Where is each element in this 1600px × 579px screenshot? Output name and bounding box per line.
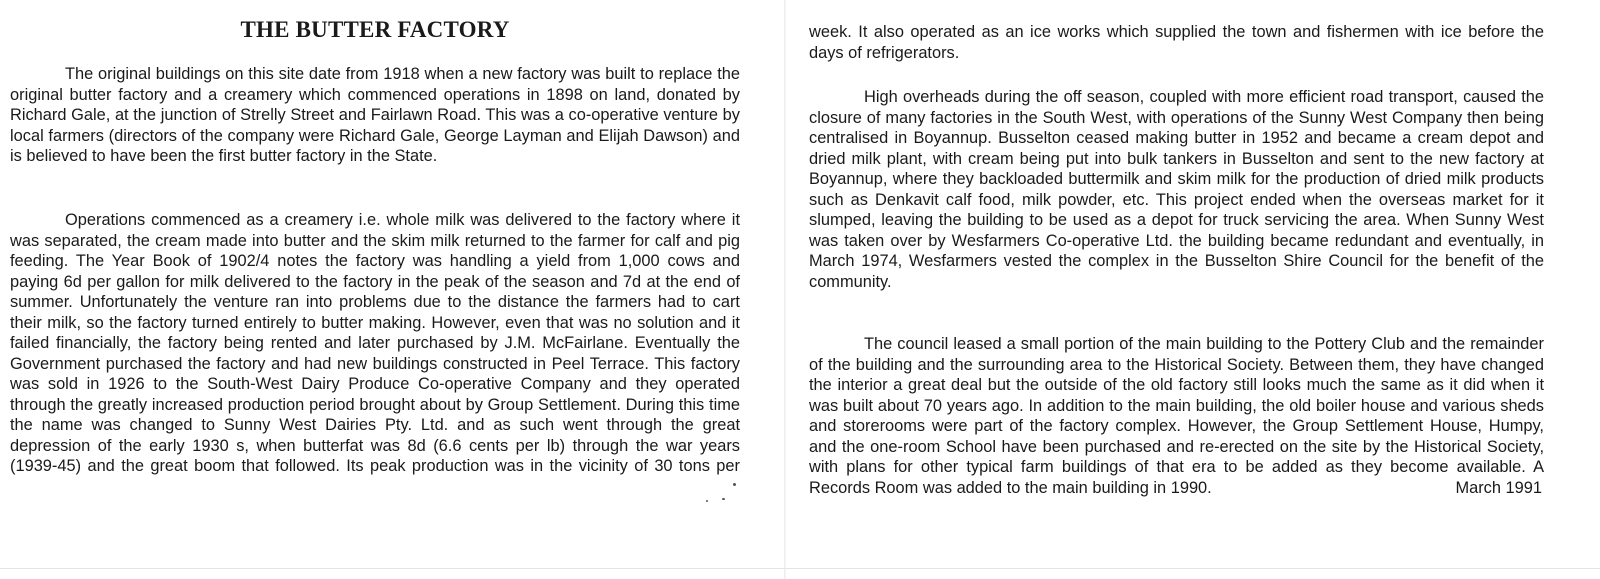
scan-speck — [706, 500, 708, 502]
page-fold — [784, 0, 786, 579]
paragraph-original-buildings: The original buildings on this site date from 1918 when a new factory was built to replace the original butter factory and a creamery which commenced operations in 1898 on land, donated by Richard Gale, at the junction of Strelly Street and Fairlawn Road. This was a co-operative venture by local farmers (directors of the company were Richard Gale, George Layman and Elijah Dawson) and is believed to have been the first butter factory in the State. — [10, 65, 740, 165]
scan-speck — [722, 498, 725, 500]
right-page — [788, 0, 1600, 579]
page-bottom-edge — [0, 568, 1600, 569]
paragraph-council-lease — [809, 334, 1544, 498]
paragraph-council-lease-text: The council leased a small portion of the main building to the Pottery Club and the remainder of the building and the surrounding area to the Historical Society. Between them, they have changed the interior a great deal but the outside of the old factory still looks much the same as it did when it was built about 70 years ago. In addition to the main building, the old boiler house and various sheds and storerooms were part of the factory complex. However, the Group Settlement House, Humpy, and the one-room School have been purchased and re-erected on the site by the Historical Society, with plans for other typical farm buildings of that era to be added as they become available. A Records Room was added to the main building in 1990. — [809, 335, 1544, 497]
publication-date: March 1991 — [1455, 478, 1542, 497]
paragraph-operations: Operations commenced as a creamery i.e. whole milk was delivered to the factory where it was separated, the cream made into butter and the skim milk returned to the farmer for calf and pig feeding. The Year Book of 1902/4 notes the factory was handling a yield from 1,000 cows and paying 6d per gallon for milk delivered to the factory in the peak of the season and 7d at the end of summer. Unfortunately the venture ran into problems due to the distance the farmers had to cart their milk, so the factory turned entirely to butter making. However, even that was no solution and it failed financially, the factory being rented and later purchased by J.M. McFairlane. Eventually the Government purchased the factory and had new buildings constructed in Peel Terrace. This factory was sold in 1926 to the South-West Dairy Produce Co-operative Company and they operated through the greatly increased production period brought about by Group Settlement. During this time the name was changed to Sunny West Dairies Pty. Ltd. and as such went through the great depression of the early 1930 s, when butterfat was 8d (6.6 cents per lb) through the war years (1939-45) and the great boom that followed. Its peak production was in the vicinity of 30 tons per — [10, 211, 740, 475]
paragraph-high-overheads: High overheads during the off season, coupled with more efficient road transport, caused the closure of many factories in the South West, with operations of the Sunny West Company then being centralised in Boyannup. Busselton ceased making butter in 1952 and became a cream depot and dried milk plant, with cream being put into bulk tankers in Busselton and sent to the new factory at Boyannup, where they backloaded buttermilk and skim milk for the production of dried milk products such as Denkavit calf food, milk powder, etc. This project ended when the overseas market for it slumped, leaving the building to be used as a depot for truck servicing the area. When Sunny West was taken over by Wesfarmers Co-operative Ltd. the building became redundant and eventually, in March 1974, Wesfarmers vested the complex in the Busselton Shire Council for the benefit of the community. — [809, 88, 1544, 291]
scan-speck — [733, 483, 736, 486]
paragraph-ice-works: week. It also operated as an ice works which supplied the town and fishermen with ice before the days of refrigerators. — [809, 23, 1544, 62]
document-title: THE BUTTER FACTORY — [240, 17, 510, 42]
left-page — [0, 0, 782, 579]
